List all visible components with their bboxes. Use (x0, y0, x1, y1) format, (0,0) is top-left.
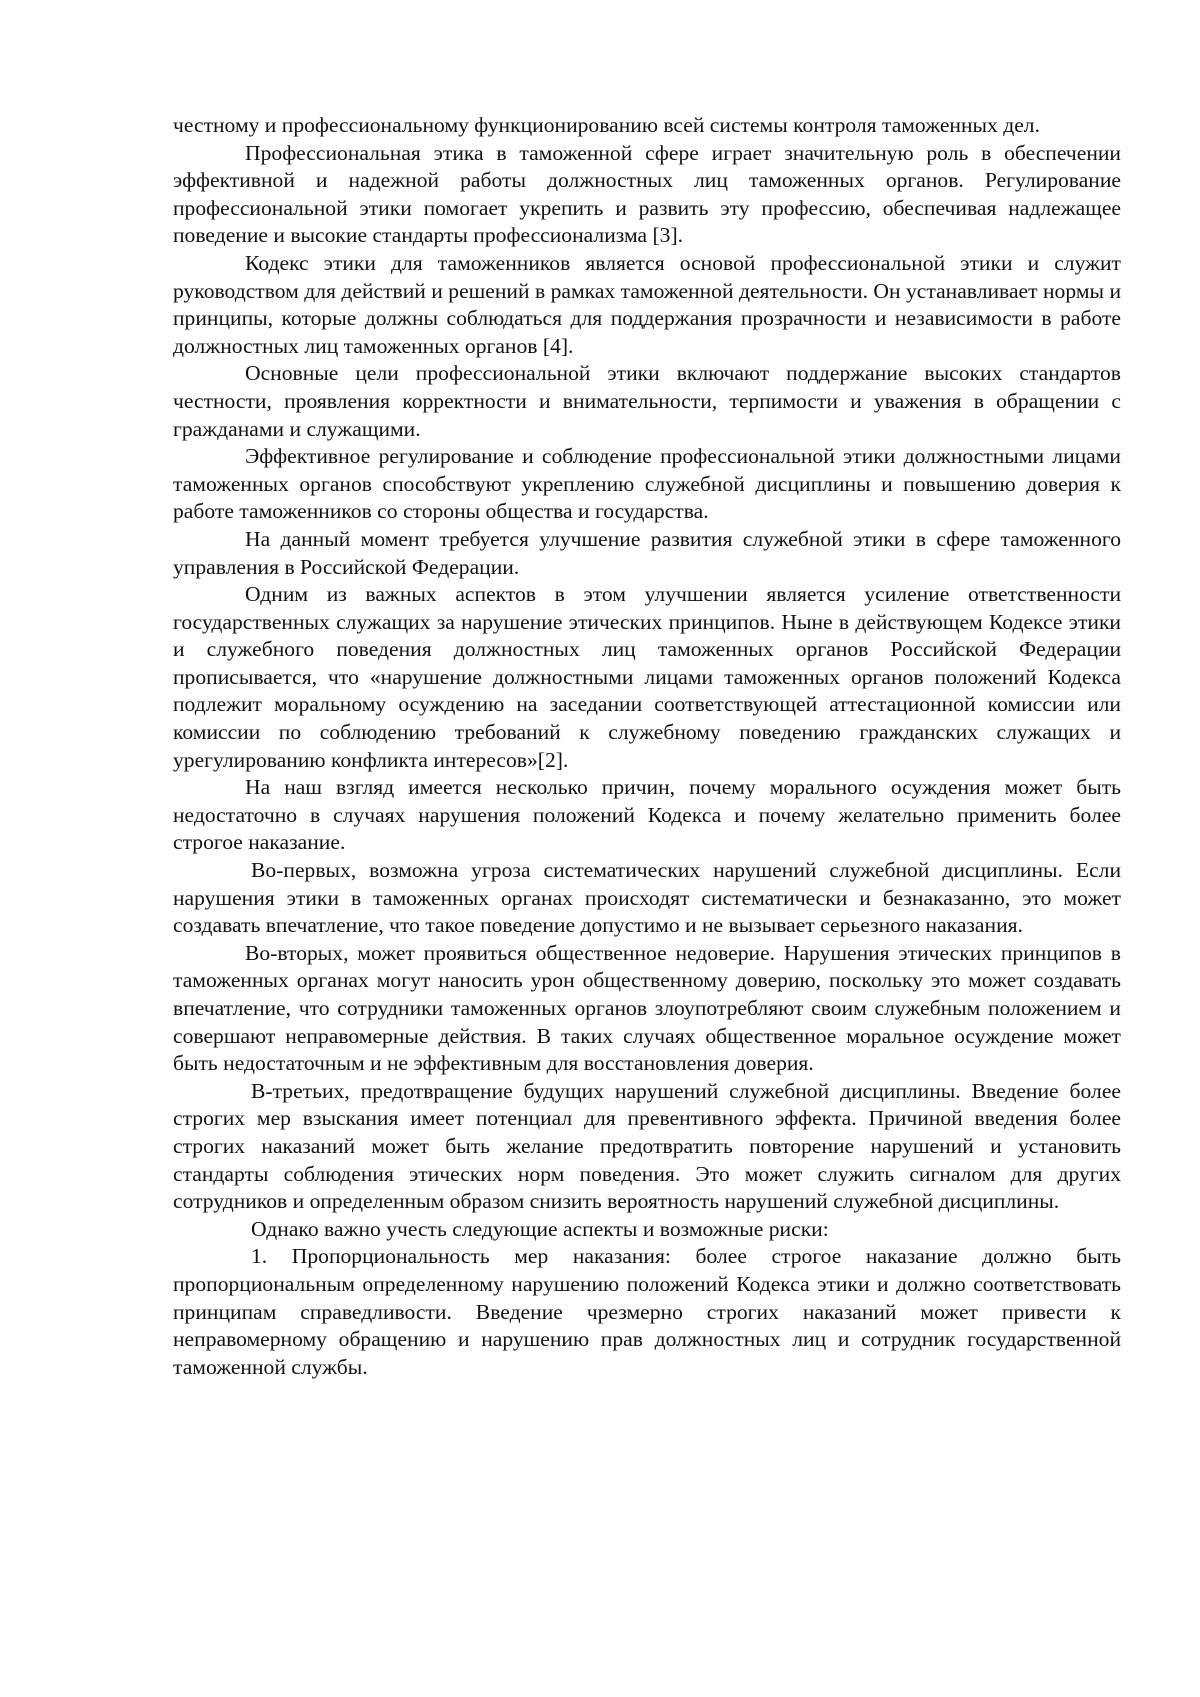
paragraph-code-of-ethics: Кодекс этики для таможенников является основой профессиональной этики и служит руководством для действий и решений в рамках таможенной деятельности. Он устанавливает нормы и принципы, которые должны соблюдаться для поддержания прозрачности и независимости в работе должностных лиц таможенных органов [4]. (173, 250, 1121, 360)
paragraph-responsibility: Одним из важных аспектов в этом улучшении является усиление ответственности государственных служащих за нарушение этических принципов. Ныне в действующем Кодексе этики и служебного поведения должностных лиц таможенных органов Российской Федерации прописывается, что «нарушение должностными лицами таможенных органов положений Кодекса подлежит моральному осуждению на заседании соответствующей аттестационной комиссии или комиссии по соблюдению требований к служебному поведению гражданских служащих и урегулированию конфликта интересов»[2]. (173, 581, 1121, 774)
paragraph-second-reason: Во-вторых, может проявиться общественное недоверие. Нарушения этических принципов в таможенных органах могут наносить урон общественному доверию, поскольку это может создавать впечатление, что сотрудники таможенных органов злоупотребляют своим служебным положением и совершают неправомерные действия. В таких случаях общественное моральное осуждение может быть недостаточным и не эффективным для восстановления доверия. (173, 940, 1121, 1078)
paragraph-first-reason: Во-первых, возможна угроза систематических нарушений служебной дисциплины. Если нарушения этики в таможенных органах происходят систематически и безнаказанно, это может создавать впечатление, что такое поведение допустимо и не вызывает серьезного наказания. (173, 857, 1121, 940)
paragraph-third-reason: В-третьих, предотвращение будущих нарушений служебной дисциплины. Введение более строгих мер взыскания имеет потенциал для превентивного эффекта. Причиной введения более строгих наказаний может быть желание предотвратить повторение нарушений и установить стандарты соблюдения этических норм поведения. Это может служить сигналом для других сотрудников и определенным образом снизить вероятность нарушений служебной дисциплины. (173, 1078, 1121, 1216)
document-page (173, 112, 1121, 1381)
paragraph-continuation: честному и профессиональному функционированию всей системы контроля таможенных дел. (173, 112, 1121, 140)
paragraph-effective-regulation: Эффективное регулирование и соблюдение профессиональной этики должностными лицами таможенных органов способствуют укреплению служебной дисциплины и повышению доверия к работе таможенников со стороны общества и государства. (173, 443, 1121, 526)
paragraph-risks-intro: Однако важно учесть следующие аспекты и возможные риски: (173, 1216, 1121, 1244)
paragraph-ethics-role: Профессиональная этика в таможенной сфере играет значительную роль в обеспечении эффективной и надежной работы должностных лиц таможенных органов. Регулирование профессиональной этики помогает укрепить и развить эту профессию, обеспечивая надлежащее поведение и высокие стандарты профессионализма [3]. (173, 140, 1121, 250)
paragraph-reasons: На наш взгляд имеется несколько причин, почему морального осуждения может быть недостаточно в случаях нарушения положений Кодекса и почему желательно применить более строгое наказание. (173, 774, 1121, 857)
paragraph-main-goals: Основные цели профессиональной этики включают поддержание высоких стандартов честности, проявления корректности и внимательности, терпимости и уважения в обращении с гражданами и служащими. (173, 360, 1121, 443)
paragraph-proportionality: 1. Пропорциональность мер наказания: более строгое наказание должно быть пропорциональным определенному нарушению положений Кодекса этики и должно соответствовать принципам справедливости. Введение чрезмерно строгих наказаний может привести к неправомерному обращению и нарушению прав должностных лиц и сотрудник государственной таможенной службы. (173, 1243, 1121, 1381)
paragraph-current-need: На данный момент требуется улучшение развития служебной этики в сфере таможенного управления в Российской Федерации. (173, 526, 1121, 581)
